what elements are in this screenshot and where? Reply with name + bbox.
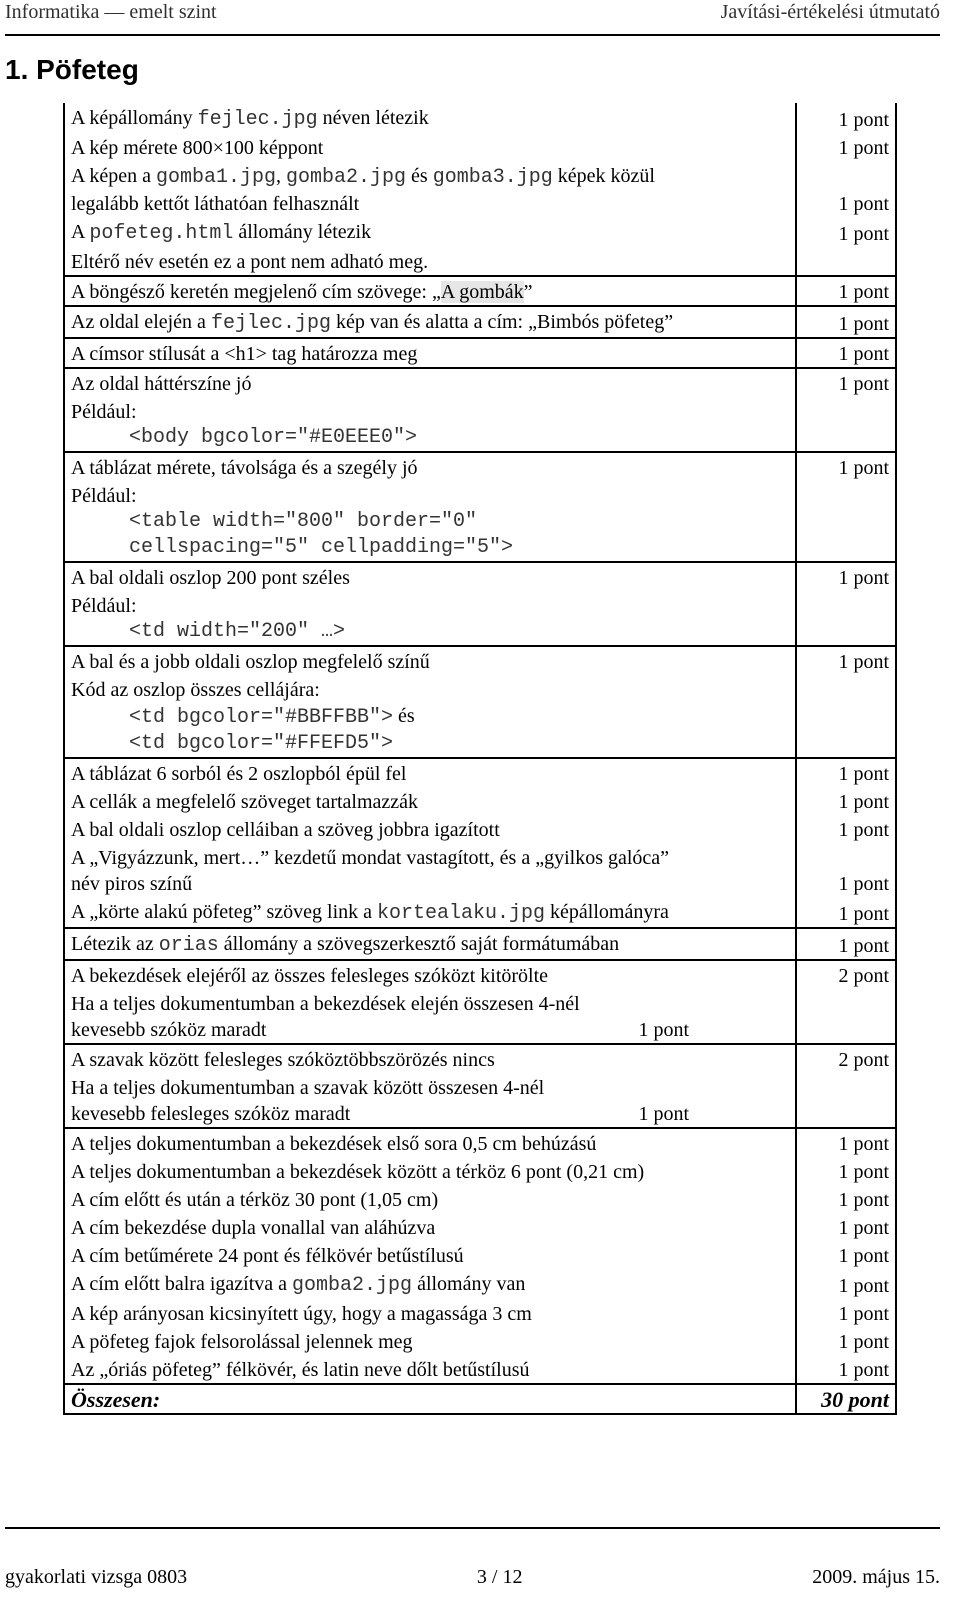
table-row: A böngésző keretén megjelenő cím szövege: „A gombák” 1 pont — [64, 276, 896, 306]
points: 1 pont — [796, 646, 896, 675]
table-row: A cím előtt és után a térköz 30 pont (1,05 cm) 1 pont — [64, 1185, 896, 1213]
table-row: A bal oldali oszlop celláiban a szöveg jobbra igazított 1 pont — [64, 815, 896, 843]
table-row: A teljes dokumentumban a bekezdések első sora 0,5 cm behúzású 1 pont — [64, 1128, 896, 1157]
table-row-subitem: Ha a teljes dokumentumban a bekezdések elején összesen 4-nél kevesebb szóköz maradt 1 pont — [64, 989, 896, 1044]
points: 1 pont — [796, 1241, 896, 1269]
table-row: A kép mérete 800×100 képpont 1 pont — [64, 133, 896, 161]
points: 1 pont — [796, 1355, 896, 1384]
points: 1 pont — [796, 133, 896, 161]
header-rule — [5, 34, 940, 36]
points: 1 pont — [796, 103, 896, 133]
points: 1 pont — [796, 338, 896, 368]
table-row: A cím előtt balra igazítva a gomba2.jpg állomány van 1 pont — [64, 1269, 896, 1299]
points: 1 pont — [796, 815, 896, 843]
points: 1 pont — [796, 1213, 896, 1241]
table-row: A táblázat 6 sorból és 2 oszlopból épül fel 1 pont — [64, 758, 896, 787]
table-row-example: Kód az oszlop összes cellájára: <td bgcolor="#BBFFBB"> és <td bgcolor="#FFEFD5"> — [64, 675, 896, 758]
table-row: Létezik az orias állomány a szövegszerkesztő saját formátumában 1 pont — [64, 928, 896, 960]
points: 1 pont — [796, 1157, 896, 1185]
points: 1 pont — [796, 1327, 896, 1355]
table-row: A képen a gomba1.jpg, gomba2.jpg és gomba3.jpg képek közül legalább kettőt láthatóan felhasznált 1 pont — [64, 161, 896, 217]
points: 1 pont — [796, 276, 896, 306]
page-header — [5, 0, 940, 24]
points: 1 pont — [796, 1128, 896, 1157]
table-row: A pofeteg.html állomány létezik 1 pont — [64, 217, 896, 247]
page-number: 3 / 12 — [476, 1566, 523, 1588]
table-row: A képállomány fejlec.jpg néven létezik 1 pont — [64, 103, 896, 133]
table-row: A cellák a megfelelő szöveget tartalmazzák 1 pont — [64, 787, 896, 815]
table-row: A „körte alakú pöfeteg” szöveg link a kortealaku.jpg képállományra 1 pont — [64, 897, 896, 928]
table-row: A bekezdések elejéről az összes felesleges szóközt kitörölte 2 pont — [64, 960, 896, 989]
table-row: A táblázat mérete, távolsága és a szegély jó 1 pont — [64, 452, 896, 481]
points: 1 pont — [796, 562, 896, 591]
total-points: 30 pont — [796, 1384, 896, 1414]
table-row: Az oldal elején a fejlec.jpg kép van és alatta a cím: „Bimbós pöfeteg” 1 pont — [64, 306, 896, 338]
points: 1 pont — [796, 217, 896, 247]
table-row: A pöfeteg fajok felsorolással jelennek meg 1 pont — [64, 1327, 896, 1355]
header-right: Javítási-értékelési útmutató — [720, 1, 940, 23]
table-row: A címsor stílusát a <h1> tag határozza meg 1 pont — [64, 338, 896, 368]
table-row-subitem: Ha a teljes dokumentumban a szavak között összesen 4-nél kevesebb felesleges szóköz maradt 1 pont — [64, 1073, 896, 1128]
points: 2 pont — [796, 1044, 896, 1073]
table-row: A bal és a jobb oldali oszlop megfelelő színű 1 pont — [64, 646, 896, 675]
points: 1 pont — [796, 843, 896, 897]
table-row: A teljes dokumentumban a bekezdések között a térköz 6 pont (0,21 cm) 1 pont — [64, 1157, 896, 1185]
table-row-note: Eltérő név esetén ez a pont nem adható meg. — [64, 247, 896, 276]
table-row: A cím betűmérete 24 pont és félkövér betűstílusú 1 pont — [64, 1241, 896, 1269]
points: 1 pont — [796, 928, 896, 960]
points: 1 pont — [796, 787, 896, 815]
table-row: A „Vigyázzunk, mert…” kezdetű mondat vastagított, és a „gyilkos galóca” név piros színű 1 pont — [64, 843, 896, 897]
footer-date: 2009. május 15. — [812, 1566, 940, 1588]
points: 1 pont — [796, 1269, 896, 1299]
footer-rule — [5, 1527, 940, 1529]
points: 1 pont — [796, 452, 896, 481]
total-row — [64, 1384, 896, 1414]
table-row: A bal oldali oszlop 200 pont széles 1 pont — [64, 562, 896, 591]
table-row-example: Például: <table width="800" border="0" cellspacing="5" cellpadding="5"> — [64, 481, 896, 562]
table-row: Az „óriás pöfeteg” félkövér, és latin neve dőlt betűstílusú 1 pont — [64, 1355, 896, 1384]
points: 1 pont — [796, 306, 896, 338]
table-row: A cím bekezdése dupla vonallal van aláhúzva 1 pont — [64, 1213, 896, 1241]
points: 1 pont — [796, 897, 896, 928]
points: 1 pont — [796, 161, 896, 217]
page-footer — [5, 1566, 940, 1589]
table-row: Az oldal háttérszíne jó 1 pont — [64, 368, 896, 397]
section-title: 1. Pöfeteg — [5, 54, 139, 85]
scoring-table — [63, 103, 897, 1415]
points: 1 pont — [796, 758, 896, 787]
points: 1 pont — [796, 1185, 896, 1213]
table-row: A kép arányosan kicsinyített úgy, hogy a magassága 3 cm 1 pont — [64, 1299, 896, 1327]
points: 2 pont — [796, 960, 896, 989]
total-label: Összesen: — [64, 1384, 796, 1414]
table-row-example: Például: <body bgcolor="#E0EEE0"> — [64, 397, 896, 452]
points: 1 pont — [796, 1299, 896, 1327]
table-row: A szavak között felesleges szóköztöbbszörözés nincs 2 pont — [64, 1044, 896, 1073]
footer-left: gyakorlati vizsga 0803 — [5, 1566, 188, 1588]
table-row-example: Például: <td width="200" …> — [64, 591, 896, 646]
header-left: Informatika — emelt szint — [5, 1, 217, 23]
points: 1 pont — [796, 368, 896, 397]
